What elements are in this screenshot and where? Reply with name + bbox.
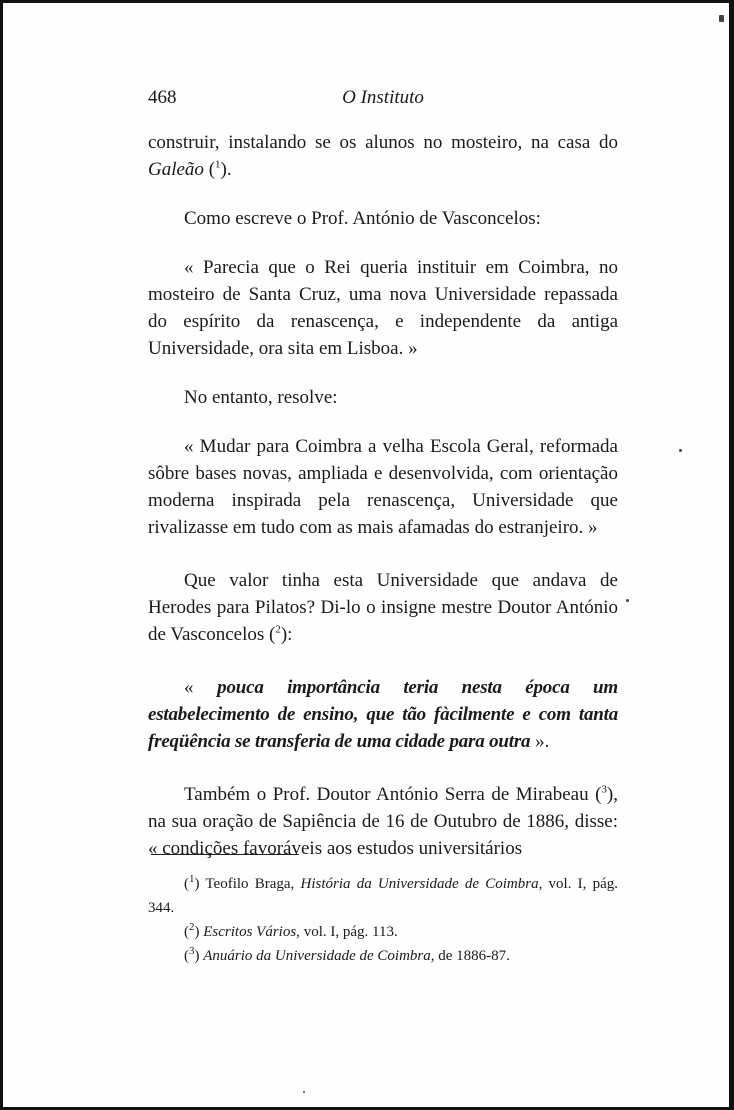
scan-speck: [719, 15, 724, 22]
footnotes: [148, 872, 618, 968]
footnote-mark: 3: [189, 945, 195, 957]
cited-work: Escritos Vários,: [203, 924, 300, 940]
quote-1: « Parecia que o Rei queria instituir em Coimbra, no mosteiro de Santa Cruz, uma nova Universidade repassada do espírito da renascença, e independente da antiga Universidade, ora sita em Lisboa. »: [148, 257, 618, 359]
quote-2: « Mudar para Coimbra a velha Escola Geral, reformada sôbre bases novas, ampliada e desenvolvida, com orientação moderna inspirada pela renascença, Universidade que rivalizasse em tudo com as mais afamadas do estranjeiro. »: [148, 436, 618, 538]
emphasized-quote: pouca importância teria nesta época um estabelecimento de ensino, que tão fàcilmente e com tanta freqüência se transferia de uma cidade para outra: [148, 677, 618, 752]
scan-speck: [626, 599, 629, 602]
cited-work: História da Universidade de Coimbra,: [300, 876, 543, 892]
footnote-3: ($^3$) Anuário da Universidade de Coimbra, de 1886-87.: [184, 945, 510, 964]
quote-3: « pouca importância teria nesta época um estabelecimento de ensino, que tão fàcilmente e com tanta freqüência se transferia de uma cidade para outra ».: [148, 677, 618, 752]
footnote-mark: 2: [189, 921, 195, 933]
paragraph-6: Que valor tinha esta Universidade que andava de Herodes para Pilatos? Di-lo o insigne mestre Doutor António de Vasconcelos ($^2$):: [148, 570, 618, 645]
place-name: Galeão: [148, 159, 204, 180]
running-header: [148, 87, 618, 113]
page-number: 468: [148, 87, 177, 108]
body-text: [148, 129, 618, 862]
footnote-ref-1[interactable]: 1: [215, 158, 221, 171]
scan-speck: [303, 1091, 305, 1093]
footnote-1: ($^1$) Teofilo Braga, História da Universidade de Coimbra, vol. I, pág. 344.: [148, 873, 618, 916]
footnote-ref-2[interactable]: 2: [275, 623, 281, 636]
footnote-mark: 1: [189, 873, 195, 885]
footnote-ref-3[interactable]: 3: [601, 783, 607, 796]
cited-work: Anuário da Universidade de Coimbra,: [203, 948, 435, 964]
paragraph-2: Como escreve o Prof. António de Vasconcelos:: [184, 208, 541, 229]
running-title: O Instituto: [342, 87, 424, 108]
paragraph-1: construir, instalando se os alunos no mosteiro, na casa do Galeão ($^1$).: [148, 132, 618, 180]
paragraph-8: Também o Prof. Doutor António Serra de Mirabeau ($^3$), na sua oração de Sapiência de 16 de Outubro de 1886, disse: « condições favoráveis aos estudos universitários: [148, 783, 618, 859]
scan-speck: [679, 449, 682, 452]
footnote-divider: [151, 854, 299, 855]
paragraph-4: No entanto, resolve:: [184, 387, 338, 408]
footnote-2: ($^2$) Escritos Vários, vol. I, pág. 113.: [184, 921, 398, 940]
